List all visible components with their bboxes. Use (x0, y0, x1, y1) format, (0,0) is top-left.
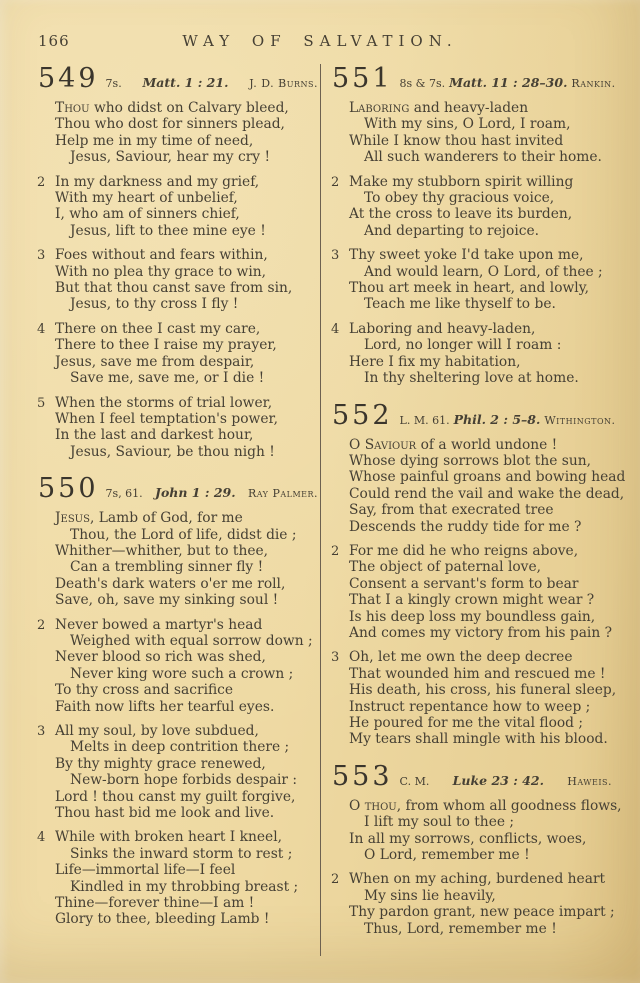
verse-line: Laboring and heavy-laden, (349, 320, 536, 337)
verse-line: All such wanderers to their home. (364, 149, 602, 166)
hymn-number: 553 (332, 760, 393, 792)
stanza-number: 3 (331, 650, 340, 666)
verse-line: Say, from that execrated tree (349, 502, 554, 519)
verse-line: I, who am of sinners chief, (55, 206, 240, 223)
stanza-lines (55, 321, 320, 387)
verse-line: With no plea thy grace to win, (55, 263, 267, 280)
verse-line: At the cross to leave its burden, (349, 206, 573, 223)
stanza-number: 2 (331, 543, 340, 559)
hymn-header (38, 65, 318, 92)
stanza-3 (330, 247, 614, 313)
verse-line: Jesus, lift to thee mine eye ! (70, 222, 266, 239)
verse-line: Death's dark waters o'er me roll, (55, 575, 286, 592)
verse-line: Thou, the Lord of life, didst die ; (70, 526, 297, 543)
verse-line: For me did he who reigns above, (349, 542, 579, 559)
hymn-meter: 8s & 7s. (399, 77, 446, 90)
scripture-reference: Matt. 1 : 21. (142, 75, 229, 90)
verse-line: Foes without and fears within, (55, 247, 268, 264)
verse-line: There to thee I raise my prayer, (55, 337, 277, 354)
verse-line: And comes my victory from his pain ? (349, 624, 613, 641)
verse-line: There on thee I cast my care, (55, 320, 261, 337)
verse-line: O Lord, remember me ! (364, 847, 530, 864)
verse-line: Jesus, Saviour, hear my cry ! (70, 149, 271, 166)
stanza-lines (55, 617, 320, 715)
column-2 (320, 63, 626, 956)
verse-line: Laboring and heavy-laden (349, 100, 529, 116)
stanza-lines (55, 723, 320, 821)
stanza-lines (55, 395, 320, 461)
verse-line: Thou art meek in heart, and lowly, (349, 280, 590, 297)
verse-line: I lift my soul to thee ; (364, 814, 515, 831)
stanza-lines (349, 797, 622, 864)
stanza-lines (349, 436, 626, 535)
verse-line: Is his deep loss my boundless gain, (349, 608, 596, 625)
verse-line: Faith now lifts her tearful eyes. (55, 698, 275, 715)
hymn-550 (36, 475, 320, 928)
verse-line: His death, his cross, his funeral sleep, (349, 682, 617, 699)
verse-line: New-born hope forbids despair : (70, 772, 298, 789)
hymn-header (332, 63, 616, 94)
verse-line: Never king wore such a crown ; (70, 665, 294, 682)
scripture-reference: Phil. 2 : 5–8. (453, 411, 541, 427)
verse-line: Instruct repentance how to weep ; (349, 698, 591, 715)
verse-line: In all my sorrows, conflicts, woes, (349, 830, 587, 847)
hymn-552 (330, 399, 626, 748)
author-name: Rankin. (571, 77, 616, 90)
verse-line: Thy pardon grant, new peace impart ; (349, 904, 615, 921)
author-name: Ray Palmer. (247, 487, 318, 501)
small-caps-lead: O Saviour (349, 436, 417, 453)
scripture-reference: John 1 : 29. (155, 485, 236, 501)
hymn-number: 549 (38, 63, 99, 94)
small-caps-lead: Jesus (55, 510, 90, 527)
stanza-number: 4 (37, 321, 46, 337)
verse-line: O Saviour of a world undone ! (349, 436, 558, 453)
verse-line: Teach me like thyself to be. (364, 296, 556, 313)
hymn-551 (330, 65, 614, 387)
stanza-number: 2 (37, 174, 46, 190)
verse-line: Jesus, Lamb of God, for me (55, 510, 243, 527)
verse-line: Kindled in my throbbing breast ; (70, 878, 299, 895)
verse-line: Help me in my time of need, (55, 132, 254, 149)
verse-line: My sins lie heavily, (364, 887, 496, 904)
stanza-3 (36, 723, 320, 821)
verse-line: Jesus, save me from despair, (55, 353, 255, 370)
verse-line: Could rend the vail and wake the dead, (349, 485, 625, 502)
verse-line: When on my aching, burdened heart (349, 871, 606, 888)
small-caps-lead: Thou (55, 100, 90, 116)
verse-line: Whose painful groans and bowing head (349, 469, 626, 486)
hymn-meter: L. M. 61. (399, 413, 450, 427)
stanza-lines (349, 649, 617, 748)
verse-line: While I know thou hast invited (349, 132, 564, 149)
stanza-3 (36, 247, 320, 313)
stanza-number: 2 (331, 174, 340, 190)
verse-line: Never bowed a martyr's head (55, 616, 263, 633)
stanza-1 (330, 436, 626, 535)
verse-line: Whither—whither, but to thee, (55, 542, 269, 559)
hymn-meter: 7s, 61. (105, 487, 143, 501)
verse-line: Make my stubborn spirit willing (349, 173, 574, 190)
verse-line: Melts in deep contrition there ; (70, 739, 290, 756)
verse-line: Thy sweet yoke I'd take upon me, (349, 247, 584, 264)
verse-line: To thy cross and sacrifice (55, 682, 234, 699)
hymn-number: 550 (38, 473, 99, 505)
verse-line: Thine—forever thine—I am ! (55, 895, 255, 912)
verse-line: Lord ! thou canst my guilt forgive, (55, 788, 296, 805)
verse-line: But that thou canst save from sin, (55, 280, 293, 297)
hymn-553 (330, 760, 622, 937)
stanza-lines (55, 829, 320, 927)
small-caps-lead: O thou (349, 797, 397, 814)
hymn-number: 552 (332, 399, 393, 431)
stanza-1 (36, 100, 320, 166)
verse-line: That wounded him and rescued me ! (349, 665, 606, 682)
verse-line: That I a kingly crown might wear ? (349, 592, 595, 609)
stanza-number: 2 (37, 617, 46, 633)
stanza-4 (36, 321, 320, 387)
verse-line: Never blood so rich was shed, (55, 649, 266, 666)
verse-line: Thou hast bid me look and live. (55, 805, 275, 822)
verse-line: In the last and darkest hour, (55, 427, 254, 444)
stanza-lines (55, 100, 320, 166)
verse-line: Descends the ruddy tide for me ? (349, 518, 582, 535)
stanza-lines (349, 174, 614, 240)
stanza-1 (36, 510, 320, 608)
columns (36, 63, 626, 956)
verse-line: When I feel temptation's power, (55, 410, 278, 427)
verse-line: Jesus, Saviour, be thou nigh ! (70, 443, 275, 460)
verse-line: Here I fix my habitation, (349, 353, 521, 370)
verse-line: Consent a servant's form to bear (349, 575, 579, 592)
verse-line: Save, oh, save my sinking soul ! (55, 592, 279, 609)
verse-line: And would learn, O Lord, of thee ; (364, 263, 603, 280)
verse-line: Whose dying sorrows blot the sun, (349, 452, 592, 469)
verse-line: Lord, no longer will I roam : (364, 337, 562, 354)
verse-line: Glory to thee, bleeding Lamb ! (55, 911, 270, 928)
stanza-number: 4 (37, 830, 46, 846)
author-name: Withington. (544, 413, 616, 427)
stanza-2 (330, 543, 614, 641)
stanza-number: 3 (331, 248, 340, 264)
stanza-number: 3 (37, 724, 46, 739)
page-number: 166 (38, 32, 70, 50)
stanza-3 (330, 649, 617, 748)
verse-line: Jesus, to thy cross I fly ! (70, 296, 239, 313)
verse-line: Thus, Lord, remember me ! (364, 920, 557, 937)
stanza-2 (36, 617, 320, 715)
verse-line: O thou, from whom all goodness flows, (349, 797, 622, 814)
running-head: WAY OF SALVATION. (182, 32, 458, 50)
stanza-lines (349, 543, 614, 641)
verse-line: While with broken heart I kneel, (55, 829, 283, 846)
verse-line: In my darkness and my grief, (55, 173, 260, 190)
scripture-reference: Matt. 11 : 28–30. (449, 75, 568, 90)
author-name: J. D. Burns. (249, 77, 318, 90)
stanza-lines (349, 871, 614, 937)
verse-line: Can a trembling sinner fly ! (70, 559, 264, 576)
hymn-meter: 7s. (105, 77, 122, 90)
verse-line: Save me, save me, or I die ! (70, 370, 265, 387)
verse-line: With my sins, O Lord, I roam, (364, 116, 571, 133)
stanza-number: 5 (37, 395, 46, 411)
hymn-number: 551 (332, 63, 393, 94)
stanza-lines (55, 510, 320, 608)
verse-line: Weighed with equal sorrow down ; (70, 632, 313, 649)
verse-line: My tears shall mingle with his blood. (349, 731, 608, 748)
stanza-2 (330, 174, 614, 240)
stanza-1 (330, 797, 622, 864)
stanza-1 (330, 100, 614, 166)
verse-line: Thou who dost for sinners plead, (55, 116, 285, 133)
verse-line: By thy mighty grace renewed, (55, 755, 266, 772)
verse-line: Sinks the inward storm to rest ; (70, 845, 293, 862)
stanza-lines (349, 321, 614, 387)
verse-line: He poured for me the vital flood ; (349, 715, 584, 731)
hymn-header (38, 473, 318, 505)
stanza-5 (36, 395, 320, 461)
stanza-lines (55, 247, 320, 313)
stanza-lines (349, 100, 614, 166)
hymn-header (332, 760, 612, 792)
author-name: Haweis. (567, 774, 612, 788)
verse-line: Life—immortal life—I feel (55, 862, 236, 879)
verse-line: When the storms of trial lower, (55, 394, 273, 411)
verse-line: Thou who didst on Calvary bleed, (55, 100, 289, 116)
verse-line: All my soul, by love subdued, (55, 723, 259, 739)
hymn-header (332, 399, 616, 431)
stanza-number: 2 (331, 872, 340, 888)
stanza-2 (330, 871, 614, 937)
stanza-2 (36, 174, 320, 240)
column-1 (36, 64, 320, 956)
stanza-number: 3 (37, 248, 46, 264)
verse-line: The object of paternal love, (349, 559, 542, 576)
verse-line: To obey thy gracious voice, (364, 190, 555, 207)
scripture-reference: Luke 23 : 42. (452, 772, 544, 788)
verse-line: In thy sheltering love at home. (364, 370, 579, 387)
small-caps-lead: Laboring (349, 100, 410, 116)
hymn-meter: C. M. (399, 774, 430, 788)
stanza-number: 4 (331, 321, 340, 337)
verse-line: Oh, let me own the deep decree (349, 649, 573, 666)
stanza-lines (349, 247, 614, 313)
verse-line: With my heart of unbelief, (55, 190, 238, 207)
stanza-4 (330, 321, 614, 387)
hymn-549 (36, 65, 320, 460)
stanza-4 (36, 829, 320, 927)
verse-line: And departing to rejoice. (364, 222, 540, 239)
stanza-lines (55, 174, 320, 240)
